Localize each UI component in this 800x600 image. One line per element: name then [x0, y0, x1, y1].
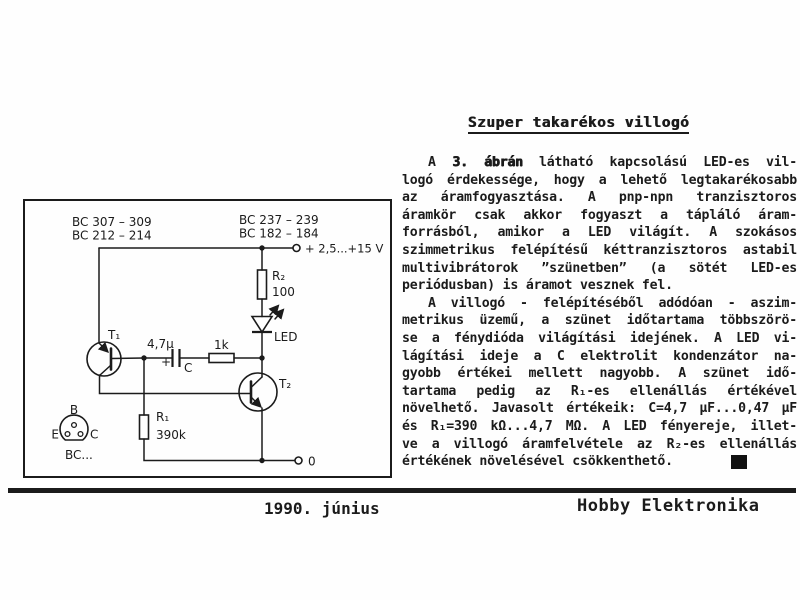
text-line: ve a villogó áramfelvétele az R₂-es ellenállás [402, 436, 797, 452]
footer-issue-date: 1990. június [264, 499, 380, 518]
resistor-r2 [258, 270, 267, 299]
pinout-c-label: C [90, 427, 99, 442]
transistor-body [239, 373, 277, 411]
text-line: gyobb értékei mellett nagyobb. A szünet idő- [402, 366, 797, 382]
base-lead [112, 358, 145, 359]
text-line: periódusban) is áramot vesznek fel. [402, 278, 673, 294]
end-of-article-marker [731, 455, 747, 469]
light-arrow-icon [270, 306, 278, 315]
r1-name-label: R₁ [156, 410, 170, 424]
junction-dot [259, 355, 264, 360]
text-line: szimmetrikus felépítésű kéttranzisztoros astabil [402, 242, 797, 258]
pinout-e-label: E [51, 427, 59, 442]
ground-label: 0 [308, 454, 316, 469]
text-line: metrikus üzemű, a szünet időtartama többszörö- [402, 313, 797, 329]
emitter-arrow [252, 398, 261, 407]
text-line: logó érdekessége, hogy a lehető legtakarékosabb [402, 172, 797, 188]
text-run: értékének növelésével csökkenthető. [402, 454, 673, 470]
junction-dot [259, 245, 264, 250]
supply-voltage-label: + 2,5...+15 V [305, 241, 384, 256]
collector-lead [252, 377, 263, 387]
transistor-t2-npn [239, 373, 277, 411]
junction-dot [259, 458, 264, 463]
text-line [402, 154, 797, 172]
text-line: növelhető. Javasolt értékeik: C=4,7 µF...0,47 µF [402, 401, 797, 417]
pnp-type-label: BC 212 – 214 [72, 228, 152, 243]
text-line: áramkör csak akkor fogyaszt a tápláló áram- [402, 207, 797, 223]
led-label: LED [274, 330, 298, 344]
r2-value-label: 100 [272, 285, 295, 299]
resistor-r1 [140, 415, 149, 439]
emitter-pin [65, 432, 70, 437]
wires [99, 248, 295, 461]
ground-rail-wire [144, 439, 295, 461]
supply-terminal [293, 245, 300, 252]
led-triangle [252, 317, 272, 333]
cap-name-label: C [184, 361, 193, 375]
text-line: forrásból, amikor a LED világít. A szokásos [402, 225, 797, 241]
t1-label: T₁ [108, 328, 121, 342]
transistor-t1-pnp [87, 342, 144, 376]
text-line: az áramfogyasztása. A pnp-npn tranzisztoros [402, 190, 797, 206]
cap-polarity-label: + [160, 355, 172, 369]
footer-rule [8, 488, 796, 493]
text-line: lágítási ideje a C elektrolit kondenzátor na- [402, 348, 797, 364]
resistor-body [140, 415, 149, 439]
t2-label: T₂ [279, 377, 292, 391]
led-symbol [252, 306, 283, 332]
text-line: A villogó - felépítéséből adódóan - aszim- [428, 295, 797, 311]
emitter-arrow [99, 343, 108, 352]
light-arrow-icon [275, 310, 283, 319]
pinout-b-label: B [69, 403, 79, 417]
text-run: A [428, 155, 453, 170]
r1-value-label: 390k [156, 428, 186, 442]
resistor-1k [209, 354, 234, 363]
npn-type-label: BC 182 – 184 [239, 226, 319, 241]
transistor-pinout-diagram [60, 415, 88, 440]
text-line: és R₁=390 kΩ...4,7 MΩ. A LED fényereje, illet- [402, 418, 797, 434]
r2-name-label: R₂ [272, 269, 286, 283]
resistor-1k-label: 1k [214, 338, 229, 352]
figure-reference: 3. ábrán [452, 155, 523, 170]
t1-collector-to-t2-base-wire [100, 375, 252, 394]
article-title-text: Szuper takarékos villogó [468, 115, 690, 134]
text-line [402, 453, 797, 471]
circuit-schematic [25, 201, 390, 476]
text-run: látható kapcsolású LED-es vil- [522, 155, 797, 170]
text-line: multivibrátorok ”szünetben” (a sötét LED-es [402, 260, 797, 276]
footer-magazine-name: Hobby Elektronika [577, 496, 760, 516]
collector-pin [78, 432, 83, 437]
pnp-type-label: BC 307 – 309 [72, 215, 152, 229]
resistor-body [258, 270, 267, 299]
text-line: se a fénydióda világítási idejének. A LED vi- [402, 330, 797, 346]
collector-lead [100, 366, 111, 376]
npn-type-label: BC 237 – 239 [239, 213, 319, 227]
article-title [402, 112, 797, 132]
ground-terminal [295, 457, 302, 464]
pinout-caption: BC... [65, 448, 93, 462]
cap-value-label: 4,7µ [147, 337, 174, 351]
capacitor-c [173, 349, 180, 367]
text-line: tartama pedig az R₁-es ellenállás értékével [402, 383, 797, 399]
base-pin [72, 423, 77, 428]
resistor-body [209, 354, 234, 363]
circuit-diagram-figure [23, 199, 392, 478]
article-body [402, 154, 797, 471]
